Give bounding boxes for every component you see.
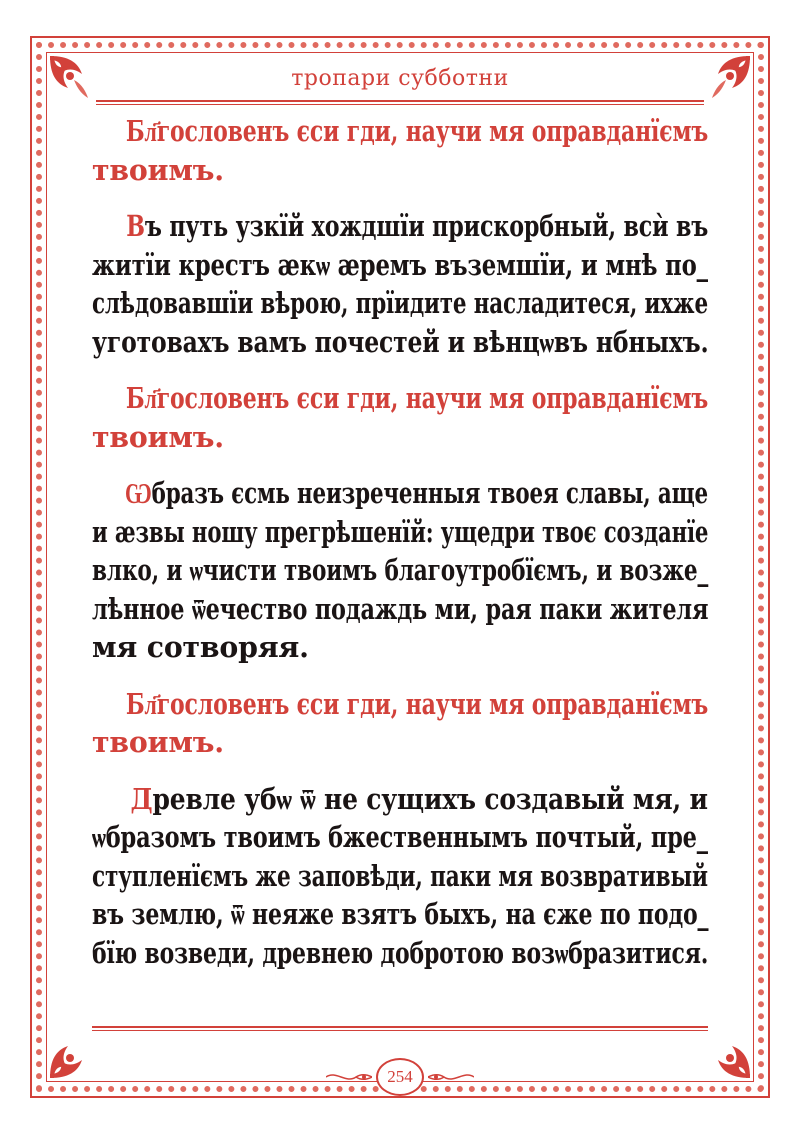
verse-line: слѣдовавшїи вѣрою, прїидите насладитеся, ихже — [92, 286, 708, 320]
verse-line-text: ъ путь узкїй хождшїи прискорбный, всѝ въ — [144, 209, 709, 243]
verse-line: бїю возведи, древнею добротою возѡбразитися. — [92, 935, 709, 970]
refrain-line: Бл҃гословенъ єси гди, научи мя оправданїємъ — [125, 114, 709, 148]
verse-block — [92, 780, 712, 973]
verse-line: лѣнное ѿечество подаждь ми, рая паки жителя — [92, 591, 709, 626]
page-number-ornament-icon — [326, 1070, 372, 1084]
refrain-line: Бл҃гословенъ єси гди, научи мя оправданїємъ — [125, 381, 709, 415]
verse-line: и ӕзвы ношу прегрѣшенїй: ущедри твоє созданїе — [92, 514, 709, 549]
corner-ornament-icon — [706, 1034, 752, 1080]
verse-line-text: ревле убѡ ѿ не сущихъ создавый мя, и — [152, 781, 708, 816]
verse-line — [92, 474, 709, 513]
red-initial-letter: Ѡ — [125, 476, 152, 510]
footer-rule — [92, 1026, 708, 1028]
refrain-line: Бл҃гословенъ єси гди, научи мя оправданїємъ — [125, 686, 709, 721]
footer-rule-thin — [92, 1030, 708, 1031]
red-initial-letter: Д — [130, 781, 153, 816]
header-rule — [96, 100, 704, 102]
corner-ornament-icon — [706, 54, 752, 100]
refrain-line: твоимъ. — [92, 419, 224, 454]
verse-line-text: бразъ єсмь неизреченныя твоея славы, аще — [151, 476, 709, 510]
verse-line: ступленїємъ же заповѣди, паки мя возвративый — [92, 858, 708, 893]
refrain-block — [92, 379, 712, 456]
verse-line: житїи крестъ ӕкѡ ӕремъ въземшїи, и мнѣ по_ — [92, 247, 708, 282]
verse-line — [92, 780, 708, 819]
refrain-line: твоимъ. — [92, 725, 224, 759]
red-initial-letter: В — [126, 209, 145, 243]
verse-line: мя сотворяя. — [92, 630, 309, 664]
refrain-line: твоимъ. — [92, 152, 224, 187]
verse-line: ѡбразомъ твоимъ бжественнымъ почтый, пре_ — [92, 820, 708, 854]
header-rule-thin — [96, 104, 704, 105]
verse-block — [92, 207, 712, 361]
verse-line: влко, и ѡчисти твоимъ благоутробїємъ, и возже_ — [92, 553, 709, 587]
corner-ornament-icon — [48, 54, 94, 100]
running-header: тропари субботни — [291, 66, 509, 91]
verse-line: въ землю, ѿ неяже взятъ быхъ, на єже по подо_ — [92, 897, 709, 931]
verse-line — [92, 207, 709, 246]
page-number: 254 — [376, 1058, 424, 1096]
refrain-block — [92, 685, 712, 762]
page-number-ornament-icon — [428, 1070, 474, 1084]
verse-line: уготовахъ вамъ почестей и вѣнцѡвъ нбныхъ. — [92, 324, 709, 359]
troparia-text — [92, 112, 712, 990]
corner-ornament-icon — [48, 1034, 94, 1080]
verse-block — [92, 474, 712, 667]
refrain-block — [92, 112, 712, 189]
